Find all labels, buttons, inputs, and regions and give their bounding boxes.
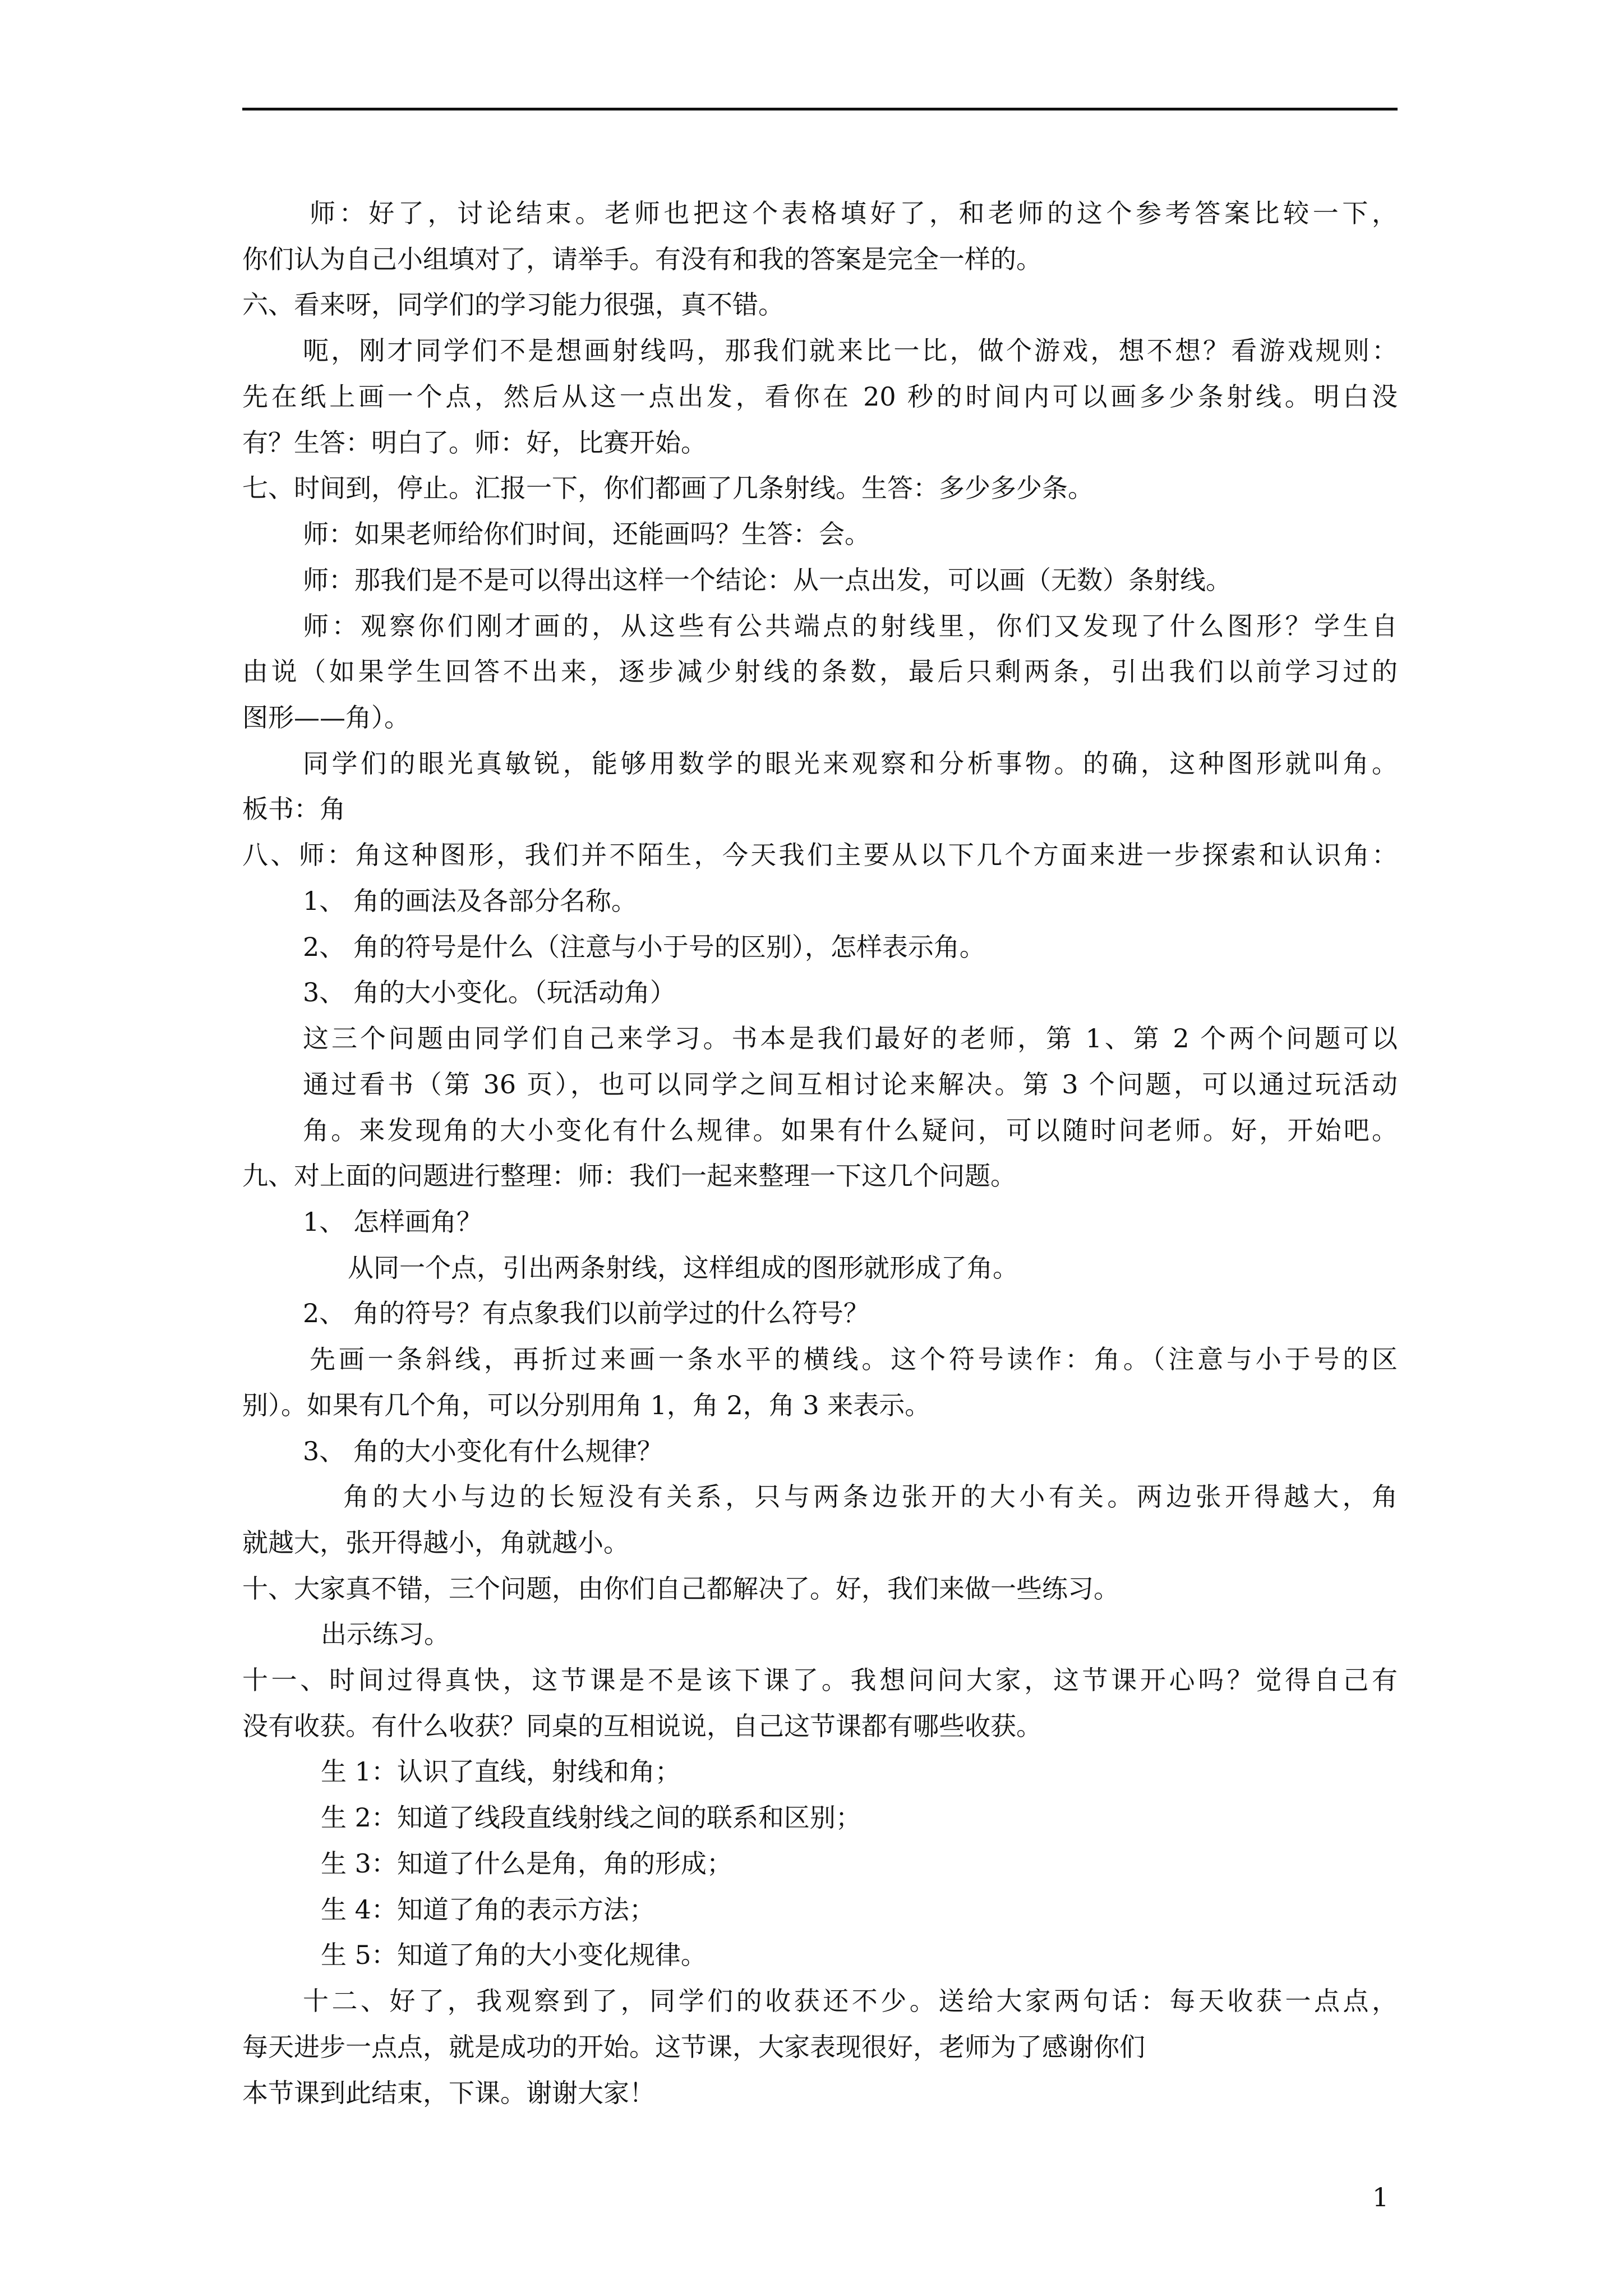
paragraph-line: 图形——角）。 <box>242 702 410 733</box>
paragraph-line: 有？生答：明白了。师：好，比赛开始。 <box>242 427 707 458</box>
paragraph-line: 本节课到此结束，下课。谢谢大家！ <box>242 2078 655 2108</box>
paragraph-line: 师：那我们是不是可以得出这样一个结论：从一点出发，可以画（无数）条射线。 <box>303 565 1232 595</box>
paragraph-line: 先画一条斜线，再折过来画一条水平的横线。这个符号读作：角。（注意与小于号的区 <box>310 1344 1398 1374</box>
paragraph-line: 六、看来呀，同学们的学习能力很强，真不错。 <box>242 289 784 320</box>
paragraph-line: 十一、时间过得真快，这节课是不是该下课了。我想问问大家，这节课开心吗？觉得自己有 <box>242 1665 1398 1695</box>
paragraph-line: 师：观察你们刚才画的，从这些有公共端点的射线里，你们又发现了什么图形？学生自 <box>303 611 1398 641</box>
paragraph-line: 从同一个点，引出两条射线，这样组成的图形就形成了角。 <box>348 1253 1018 1283</box>
paragraph-line: 由说（如果学生回答不出来，逐步减少射线的条数，最后只剩两条，引出我们以前学习过的 <box>242 656 1398 687</box>
paragraph-line: 你们认为自己小组填对了，请举手。有没有和我的答案是完全一样的。 <box>242 244 1042 274</box>
list-item: 生 3：知道了什么是角，角的形成； <box>321 1848 732 1879</box>
paragraph-line: 板书：角 <box>242 794 345 824</box>
list-item: 生 5：知道了角的大小变化规律。 <box>321 1940 707 1970</box>
paragraph-line: 师：如果老师给你们时间，还能画吗？生答：会。 <box>303 519 870 549</box>
paragraph-line: 同学们的眼光真敏锐，能够用数学的眼光来观察和分析事物。的确，这种图形就叫角。 <box>303 748 1398 779</box>
list-item: 1、 角的画法及各部分名称。 <box>303 886 637 916</box>
paragraph-line: 十二、好了，我观察到了，同学们的收获还不少。送给大家两句话：每天收获一点点， <box>303 1986 1398 2016</box>
list-item: 1、 怎样画角？ <box>303 1207 482 1237</box>
paragraph-line: 呃，刚才同学们不是想画射线吗，那我们就来比一比，做个游戏，想不想？看游戏规则： <box>303 335 1398 366</box>
list-item: 生 4：知道了角的表示方法； <box>321 1894 655 1925</box>
list-item: 3、 角的大小变化有什么规律？ <box>303 1436 663 1466</box>
list-item: 3、 角的大小变化。（玩活动角） <box>303 977 676 1007</box>
paragraph-line: 别）。如果有几个角，可以分别用角 1，角 2，角 3 来表示。 <box>242 1390 931 1420</box>
paragraph-line: 通过看书（第 36 页），也可以同学之间互相讨论来解决。第 3 个问题，可以通过玩活动 <box>303 1069 1398 1099</box>
paragraph-line: 这三个问题由同学们自己来学习。书本是我们最好的老师，第 1、第 2 个两个问题可以 <box>303 1023 1398 1053</box>
paragraph-line: 每天进步一点点，就是成功的开始。这节课，大家表现很好，老师为了感谢你们 <box>242 2032 1145 2062</box>
header-rule <box>242 108 1398 111</box>
paragraph-line: 九、对上面的问题进行整理：师：我们一起来整理一下这几个问题。 <box>242 1161 1016 1191</box>
list-item: 2、 角的符号？有点象我们以前学过的什么符号？ <box>303 1298 869 1328</box>
paragraph-line: 先在纸上画一个点，然后从这一点出发，看你在 20 秒的时间内可以画多少条射线。明白没 <box>242 381 1398 412</box>
paragraph-line: 没有收获。有什么收获？同桌的互相说说，自己这节课都有哪些收获。 <box>242 1711 1042 1741</box>
paragraph-line: 师：好了，讨论结束。老师也把这个表格填好了，和老师的这个参考答案比较一下， <box>310 198 1398 228</box>
paragraph-line: 角。来发现角的大小变化有什么规律。如果有什么疑问，可以随时问老师。好，开始吧。 <box>303 1115 1398 1145</box>
paragraph-line: 出示练习。 <box>321 1619 450 1649</box>
list-item: 生 2：知道了线段直线射线之间的联系和区别； <box>321 1802 861 1833</box>
list-item: 生 1：认识了直线，射线和角； <box>321 1756 681 1787</box>
paragraph-line: 八、师：角这种图形，我们并不陌生，今天我们主要从以下几个方面来进一步探索和认识角： <box>242 840 1398 870</box>
list-item: 2、 角的符号是什么（注意与小于号的区别），怎样表示角。 <box>303 932 985 962</box>
paragraph-line: 角的大小与边的长短没有关系，只与两条边张开的大小有关。两边张开得越大，角 <box>343 1481 1398 1512</box>
page-number: 1 <box>1372 2182 1389 2212</box>
paragraph-line: 就越大，张开得越小，角就越小。 <box>242 1527 629 1558</box>
paragraph-line: 七、时间到，停止。汇报一下，你们都画了几条射线。生答：多少多少条。 <box>242 473 1094 503</box>
paragraph-line: 十、大家真不错，三个问题，由你们自己都解决了。好，我们来做一些练习。 <box>242 1573 1119 1604</box>
